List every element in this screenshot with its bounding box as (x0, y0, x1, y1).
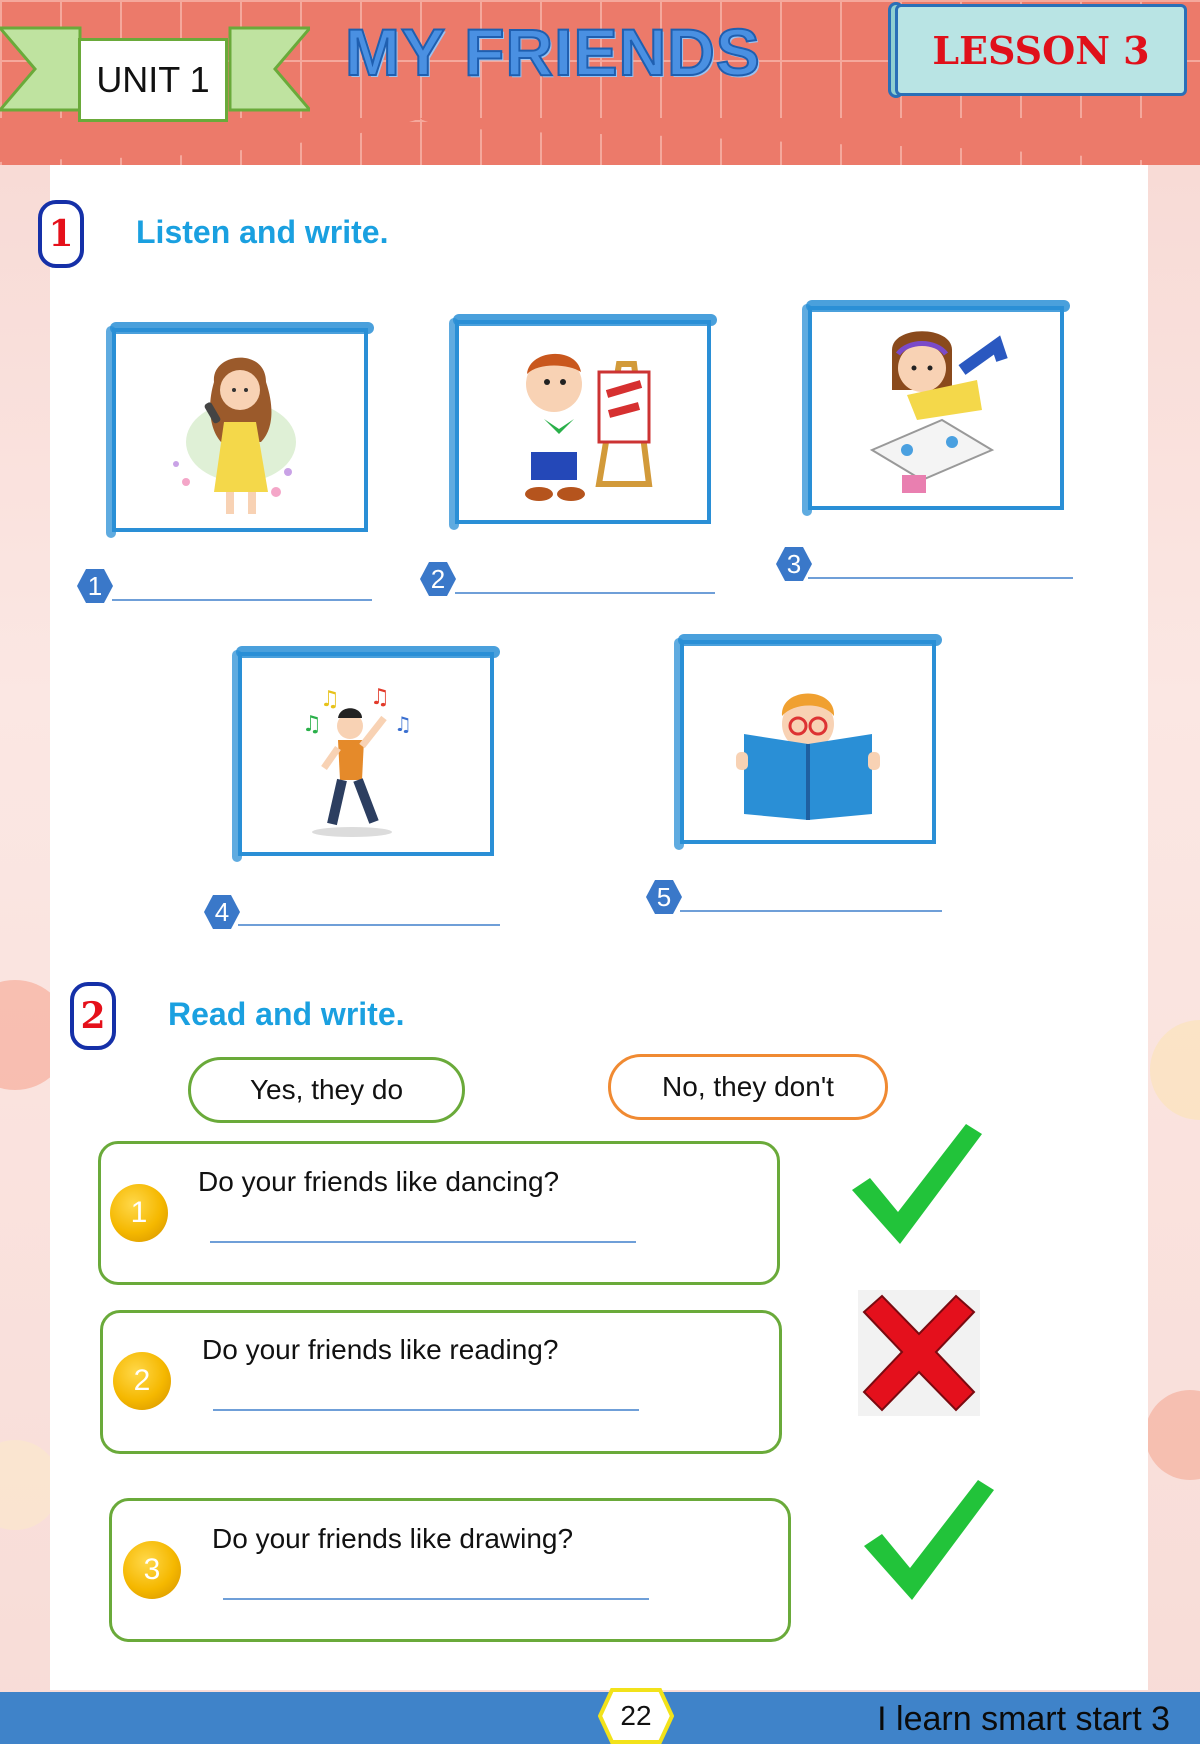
question-number-badge: 1 (110, 1184, 168, 1242)
item-number: 2 (430, 563, 446, 594)
frame-brush (232, 650, 242, 862)
check-icon (860, 1476, 996, 1606)
item-number-badge (203, 893, 241, 931)
answer-line[interactable] (223, 1598, 649, 1600)
picture-frame-3 (808, 306, 1064, 510)
frame-brush (449, 318, 459, 530)
frame-brush (110, 322, 374, 334)
check-icon (848, 1120, 984, 1250)
question-text: Do your friends like reading? (202, 1334, 559, 1365)
answer-line[interactable] (238, 924, 500, 926)
girl-singing-icon (116, 332, 364, 528)
item-number: 1 (87, 570, 103, 601)
frame-brush (236, 646, 500, 658)
frame-brush (106, 326, 116, 538)
question-card-2 (100, 1310, 782, 1454)
item-number-badge (76, 567, 114, 605)
item-number: 4 (214, 896, 230, 927)
question-card-1 (98, 1141, 780, 1285)
picture-frame-5 (680, 640, 936, 844)
svg-text:♫: ♫ (394, 712, 412, 736)
item-number: 5 (656, 881, 672, 912)
book-title: I learn smart start 3 (877, 1700, 1170, 1738)
answer-line[interactable] (213, 1409, 639, 1411)
answer-option-yes: Yes, they do (188, 1057, 465, 1123)
item-number: 3 (786, 548, 802, 579)
svg-text:♫: ♫ (302, 712, 322, 737)
picture-frame-2 (455, 320, 711, 524)
unit-label: UNIT 1 (78, 38, 228, 122)
frame-brush (806, 300, 1070, 312)
section-instruction: Listen and write. (136, 214, 389, 250)
section-instruction: Read and write. (168, 996, 405, 1032)
frame-brush (453, 314, 717, 326)
question-text: Do your friends like drawing? (212, 1523, 574, 1554)
lesson-label: LESSON 3 (932, 27, 1150, 73)
boy-reading-icon (684, 644, 932, 840)
answer-line[interactable] (112, 599, 372, 601)
section-number: 1 (38, 200, 84, 268)
item-number-badge (645, 878, 683, 916)
frame-brush (674, 638, 684, 850)
frame-brush (802, 304, 812, 516)
boy-dancing-icon (242, 656, 490, 852)
answer-line[interactable] (680, 910, 942, 912)
question-card-3 (109, 1498, 791, 1642)
picture-frame-4 (238, 652, 494, 856)
boy-painting-icon (459, 324, 707, 520)
svg-text:♫: ♫ (370, 685, 390, 710)
header-torn-edge (0, 118, 1200, 178)
page-title: MY FRIENDS (345, 15, 761, 89)
picture-frame-1 (112, 328, 368, 532)
answer-line[interactable] (455, 592, 715, 594)
cross-icon (858, 1290, 980, 1416)
item-number-badge (419, 560, 457, 598)
question-number-badge: 3 (123, 1541, 181, 1599)
answer-line[interactable] (808, 577, 1073, 579)
question-number-badge: 2 (113, 1352, 171, 1410)
lesson-badge (895, 4, 1187, 96)
answer-option-no: No, they don't (608, 1054, 888, 1120)
frame-brush (678, 634, 942, 646)
page-number: 22 (620, 1700, 652, 1731)
answer-line[interactable] (210, 1241, 636, 1243)
question-text: Do your friends like dancing? (198, 1166, 560, 1197)
section-number: 2 (70, 982, 116, 1050)
girl-drawing-icon (812, 310, 1060, 506)
svg-text:♫: ♫ (320, 687, 340, 712)
